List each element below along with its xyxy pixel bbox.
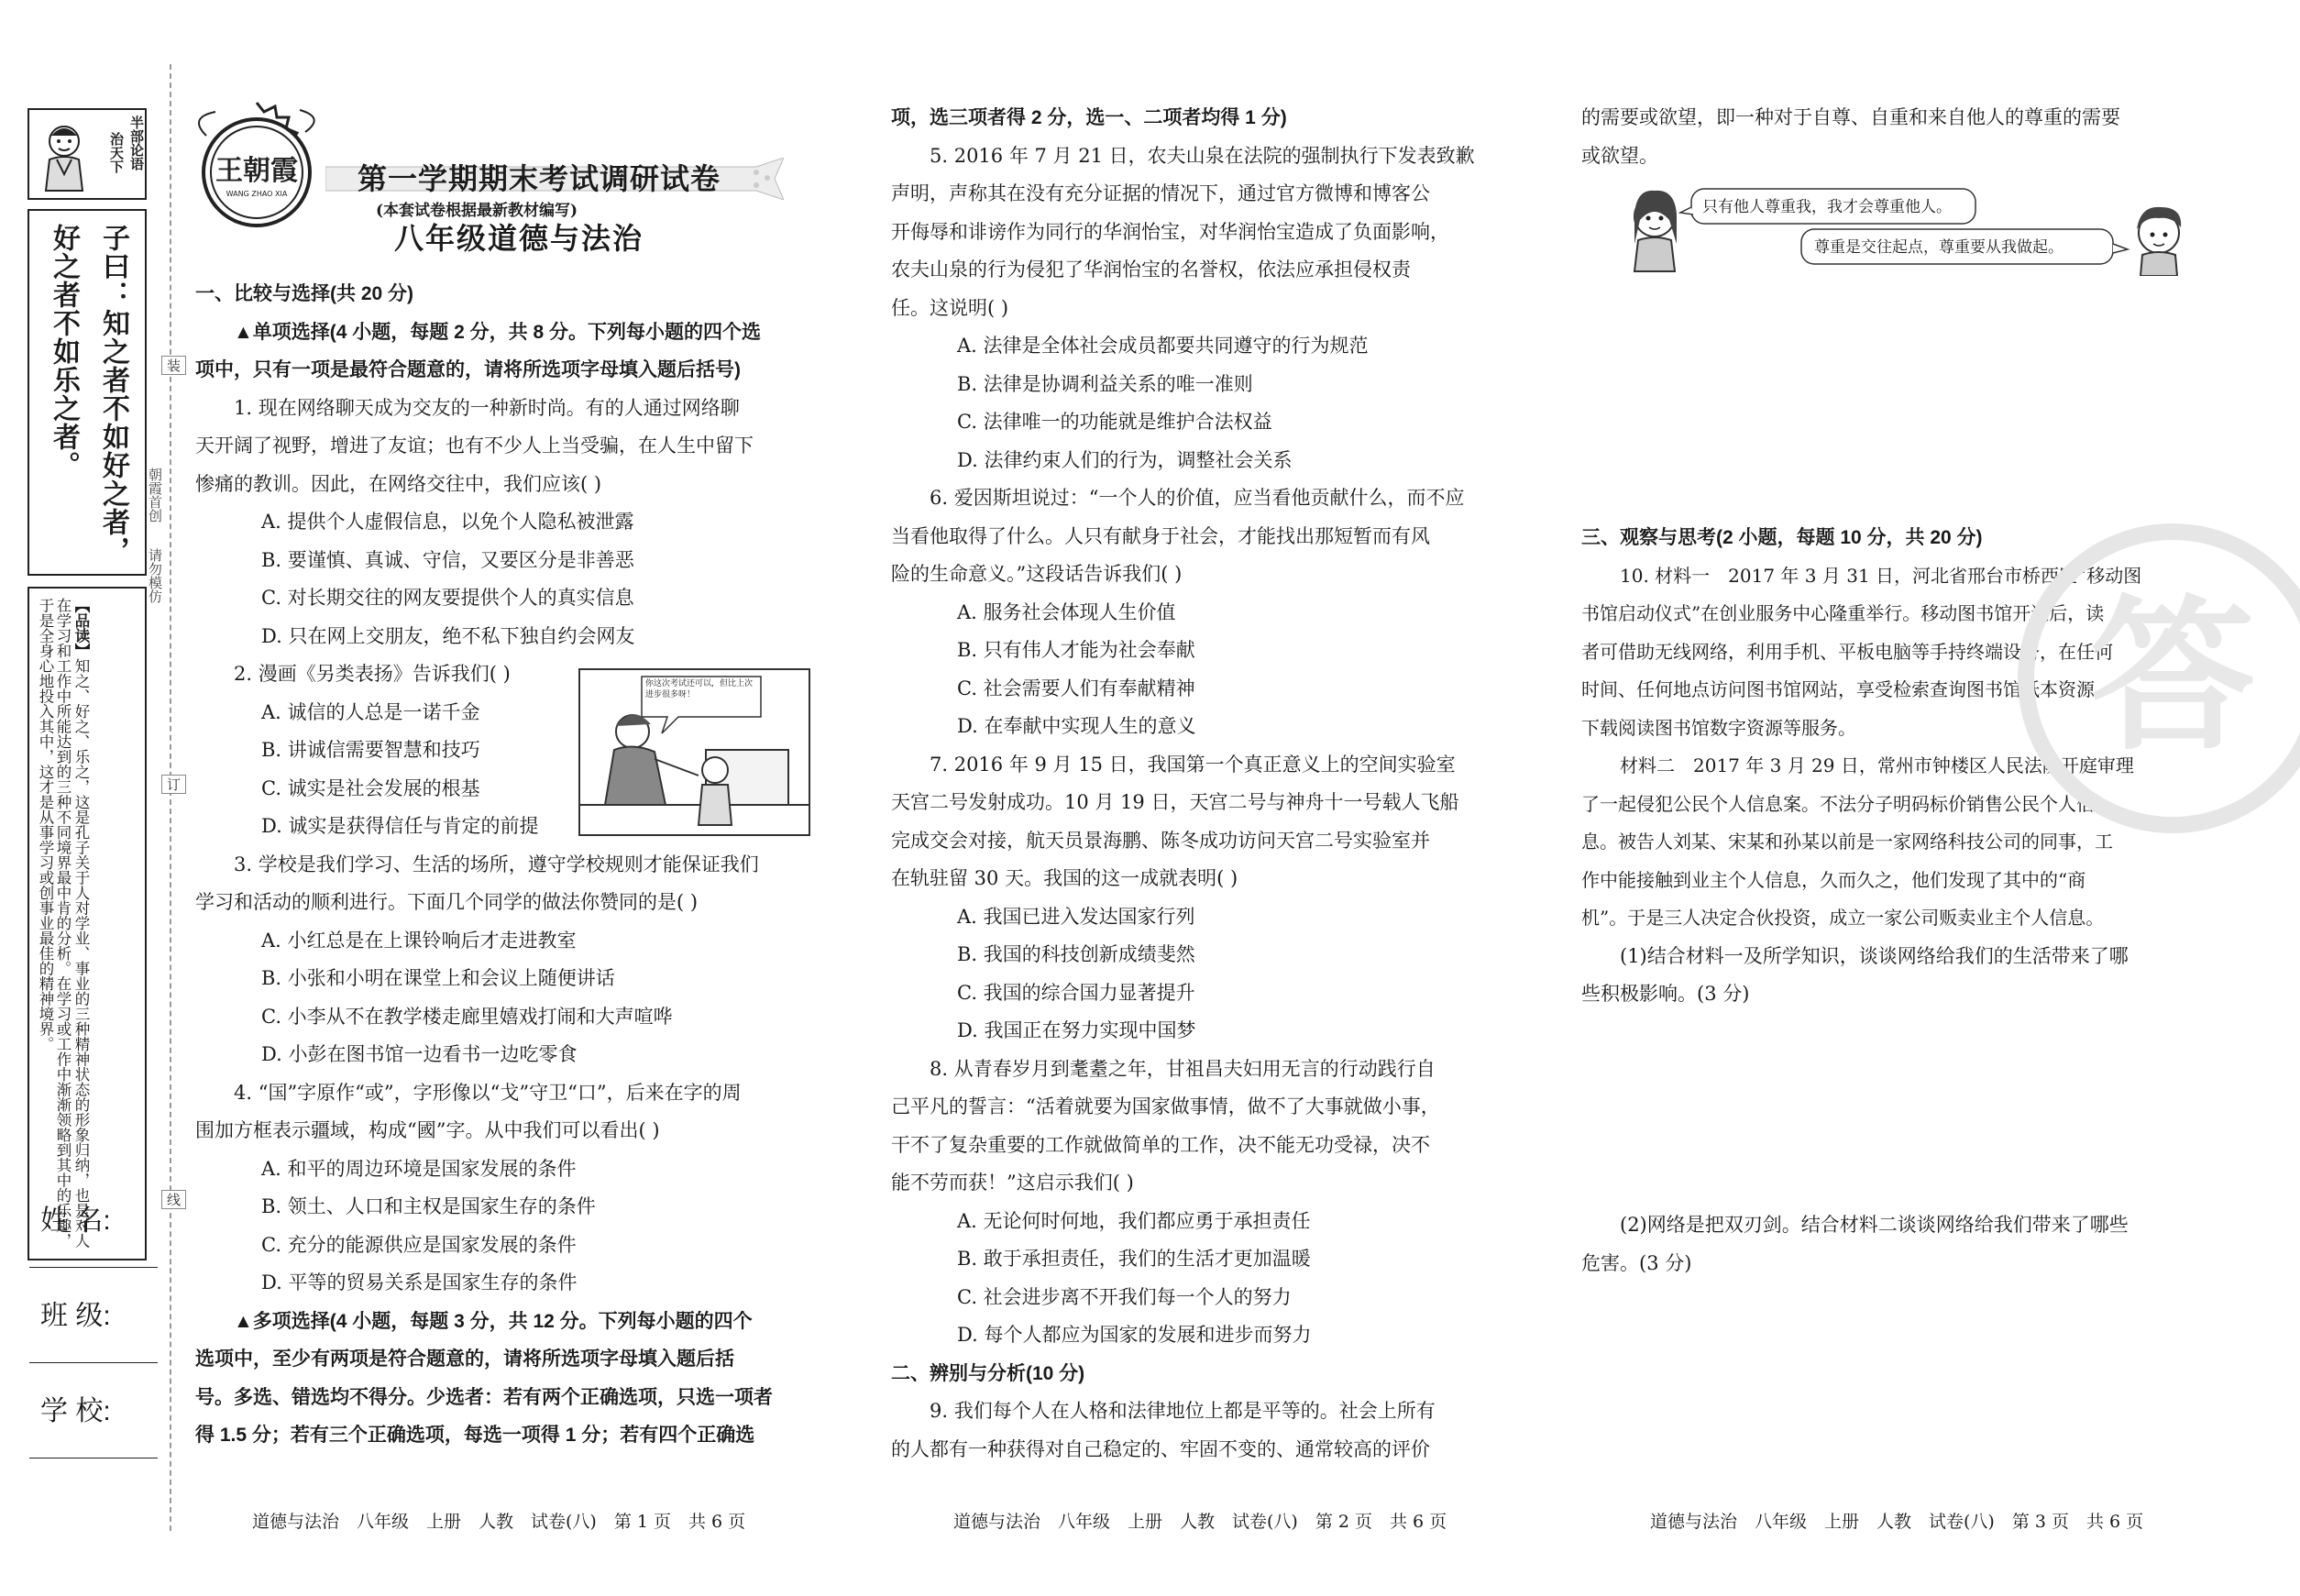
motto bbox=[95, 116, 145, 198]
class-field[interactable] bbox=[29, 1362, 158, 1363]
question-1-option-c: C. 对长期交往的网友要提供个人的真实信息 bbox=[261, 587, 634, 609]
multi-choice-instruction: ▲多项选择(4 小题，每题 3 分，共 12 分。下列每小题的四个 bbox=[234, 1310, 753, 1332]
question-8-option-b: B. 敢于承担责任，我们的生活才更加温暖 bbox=[957, 1248, 1311, 1270]
class-row bbox=[29, 1287, 158, 1382]
quote-box bbox=[28, 209, 147, 576]
cartoon-caption: 你这次考试还可以，但比上次进步很多呀！ bbox=[645, 679, 754, 699]
question-7-line3: 完成交会对接，航天员景海鹏、陈冬成功访问天宫二号实验室并 bbox=[891, 829, 1430, 852]
name-label: 姓 名: bbox=[40, 1205, 111, 1236]
question-7-option-c: C. 我国的综合国力显著提升 bbox=[957, 981, 1195, 1004]
logo-sub: WANG ZHAO XIA bbox=[226, 190, 288, 198]
confucius-cartoon-icon bbox=[37, 119, 92, 193]
question-9-line3: 的需要或欲望，即一种对于自尊、自重和来自他人的尊重的需要 bbox=[1581, 106, 2120, 128]
question-5-line4: 农夫山泉的行为侵犯了华润怡宝的名誉权，依法应承担侵权责 bbox=[891, 259, 1411, 281]
question-8-option-c: C. 社会进步离不开我们每一个人的努力 bbox=[957, 1285, 1292, 1308]
question-6: 6. 爱因斯坦说过：“一个人的价值，应当看他贡献什么，而不应 bbox=[930, 487, 1465, 509]
question-1: 1. 现在网络聊天成为交友的一种新时尚。有的人通过网络聊 bbox=[234, 396, 740, 419]
multi-choice-instruction-2: 选项中，至少有两项是符合题意的，请将所选项字母填入题后括 bbox=[195, 1348, 734, 1370]
question-4-option-a: A. 和平的周边环境是国家发展的条件 bbox=[261, 1157, 577, 1180]
question-2-option-c: C. 诚实是社会发展的根基 bbox=[261, 776, 480, 799]
question-2: 2. 漫画《另类表扬》告诉我们( ) bbox=[234, 663, 511, 685]
question-4-line2: 围加方框表示疆域，构成“國”字。从中我们可以看出( ) bbox=[195, 1119, 660, 1141]
material-2-line2: 了一起侵犯公民个人信息案。不法分子明码标价销售公民个人信 bbox=[1581, 792, 2095, 815]
copyright-1: 朝霞首创 bbox=[147, 468, 163, 523]
student-info-form bbox=[29, 1192, 158, 1478]
speech-bubble-2: 尊重是交往起点，尊重要从我做起。 bbox=[1814, 238, 2063, 257]
watermark-text: 答 bbox=[2089, 581, 2256, 773]
footer-page-1: 道德与法治 八年级 上册 人教 试卷(八) 第 1 页 共 6 页 bbox=[252, 1512, 746, 1532]
exam-title: 第一学期期末考试调研试卷 bbox=[358, 162, 721, 195]
pindu-label: 【品读】 bbox=[72, 598, 89, 658]
cut-mark-2: 订 bbox=[161, 775, 186, 794]
copyright-2: 请勿模仿 bbox=[147, 548, 163, 603]
exam-subject: 八年级道德与法治 bbox=[394, 222, 644, 255]
question-4-option-d: D. 平等的贸易关系是国家生存的条件 bbox=[261, 1271, 578, 1293]
single-choice-instruction-cont: 项中，只有一项是最符合题意的，请将所选项字母填入题后括号) bbox=[195, 359, 741, 380]
multi-choice-instruction-3: 号。多选、错选均不得分。少选者：若有两个正确选项，只选一项者 bbox=[195, 1386, 773, 1408]
question-3: 3. 学校是我们学习、生活的场所，遵守学校规则才能保证我们 bbox=[234, 853, 759, 875]
footer-page-3: 道德与法治 八年级 上册 人教 试卷(八) 第 3 页 共 6 页 bbox=[1650, 1512, 2144, 1532]
question-5-line2: 声明，声称其在没有充分证据的情况下，通过官方微博和博客公 bbox=[891, 182, 1430, 204]
pindu-box bbox=[28, 587, 147, 1260]
motto-box bbox=[28, 108, 147, 200]
school-label: 学 校: bbox=[40, 1396, 111, 1426]
question-2-option-a: A. 诚信的人总是一诺千金 bbox=[261, 700, 480, 723]
question-10-part-1: (1)结合材料一及所学知识，谈谈网络给我们的生活带来了哪 bbox=[1620, 944, 2129, 967]
question-4-option-c: C. 充分的能源供应是国家发展的条件 bbox=[261, 1233, 577, 1256]
question-1-line2: 天开阔了视野，增进了友谊；也有不少人上当受骗，在人生中留下 bbox=[195, 435, 754, 457]
question-5-option-b: B. 法律是协调利益关系的唯一准则 bbox=[957, 372, 1253, 395]
multi-choice-instruction-4: 得 1.5 分；若有三个正确选项，每选一项得 1 分；若有四个正确选 bbox=[195, 1425, 755, 1446]
class-label: 班 级: bbox=[40, 1301, 111, 1331]
question-7: 7. 2016 年 9 月 15 日，我国第一个真正意义上的空间实验室 bbox=[930, 753, 1456, 776]
question-10-part-1-line2: 些积极影响。(3 分) bbox=[1581, 983, 1750, 1005]
material-2: 材料二 2017 年 3 月 29 日，常州市钟楼区人民法院开庭审理 bbox=[1620, 754, 2134, 776]
question-1-option-d: D. 只在网上交朋友，绝不私下独自约会网友 bbox=[261, 624, 635, 647]
name-row bbox=[29, 1192, 158, 1287]
motto-right: 半部论语 bbox=[128, 116, 145, 171]
motto-left: 治天下 bbox=[108, 132, 125, 173]
question-6-option-c: C. 社会需要人们有奉献精神 bbox=[957, 677, 1195, 699]
question-1-option-a: A. 提供个人虚假信息，以免个人隐私被泄露 bbox=[261, 511, 634, 533]
school-row bbox=[29, 1382, 158, 1478]
question-8-line2: 己平凡的誓言：“活着就要为国家做事情，做不了大事就做小事， bbox=[891, 1095, 1440, 1117]
pindu-body: 知之、好之、乐之，这是孔子关于人对学业、事业的三种精神状态的形象归纳，也是对人在学习和工作中所能达到的三种不同境界最中肯的分析。在学习或工作中渐渐领略到其中的乐趣，于是全身心地投入其中，这才是从事学习或创事业最佳的精神境界。 bbox=[37, 598, 90, 1249]
speech-bubble-1: 只有他人尊重我，我才会尊重他人。 bbox=[1702, 198, 1952, 216]
wangzhaoxia-logo-icon bbox=[188, 99, 325, 237]
question-3-line2: 学习和活动的顺利进行。下面几个同学的做法你赞同的是( ) bbox=[195, 891, 699, 913]
question-9: 9. 我们每个人在人格和法律地位上都是平等的。社会上所有 bbox=[930, 1400, 1436, 1422]
question-6-option-a: A. 服务社会体现人生价值 bbox=[957, 600, 1176, 623]
single-choice-instruction: ▲单项选择(4 小题，每题 2 分，共 8 分。下列每小题的四个选 bbox=[234, 321, 761, 343]
material-2-line4: 作中能接触到业主个人信息，久而久之，他们发现了其中的“商 bbox=[1581, 868, 2086, 891]
question-8: 8. 从青春岁月到耄耋之年，甘祖昌夫妇用无言的行动践行自 bbox=[930, 1057, 1436, 1080]
material-1-line5: 下载阅读图书馆数字资源等服务。 bbox=[1581, 716, 1856, 739]
question-9-line2: 的人都有一种获得对自己稳定的、牢固不变的、通常较高的评价 bbox=[891, 1437, 1430, 1460]
praise-cartoon bbox=[578, 667, 811, 837]
question-7-option-a: A. 我国已进入发达国家行列 bbox=[957, 905, 1195, 928]
question-10-material-1: 10. 材料一 2017 年 3 月 31 日，河北省邢台市桥西区“移动图 bbox=[1620, 564, 2142, 587]
question-5-option-a: A. 法律是全体社会成员都要共同遵守的行为规范 bbox=[957, 335, 1369, 357]
cut-mark-3: 线 bbox=[161, 1190, 186, 1209]
footer-page-2: 道德与法治 八年级 上册 人教 试卷(八) 第 2 页 共 6 页 bbox=[953, 1512, 1447, 1532]
question-5: 5. 2016 年 7 月 21 日，农夫山泉在法院的强制执行下发表致歉 bbox=[930, 144, 1475, 167]
question-5-line5: 任。这说明( ) bbox=[891, 296, 1009, 319]
question-3-option-b: B. 小张和小明在课堂上和会议上随便讲话 bbox=[261, 967, 615, 989]
question-6-option-b: B. 只有伟人才能为社会奉献 bbox=[957, 639, 1195, 661]
cut-mark-1: 装 bbox=[161, 356, 186, 375]
confucius-quote: 子曰：知之者不如好之者，好之者不如乐之者。 bbox=[49, 224, 128, 565]
material-2-line5: 机”。于是三人决定合伙投资，成立一家公司贩卖业主个人信息。 bbox=[1581, 907, 2105, 929]
question-1-option-b: B. 要谨慎、真诚、守信，又要区分是非善恶 bbox=[261, 548, 634, 571]
question-10-part-2-block bbox=[1581, 1206, 2223, 1282]
question-7-line4: 在轨驻留 30 天。我国的这一成就表明( ) bbox=[891, 867, 1238, 889]
material-2-line3: 息。被告人刘某、宋某和孙某以前是一家网络科技公司的同事，工 bbox=[1581, 831, 2113, 853]
question-9-line4: 或欲望。 bbox=[1581, 144, 1658, 167]
question-7-line2: 天宫二号发射成功。10 月 19 日，天宫二号与神舟十一号载人飞船 bbox=[891, 791, 1459, 813]
material-1-line3: 者可借助无线网络，利用手机、平板电脑等手持终端设备，在任何 bbox=[1581, 640, 2113, 663]
conversation-illustration bbox=[1627, 180, 2209, 276]
question-2-option-d: D. 诚实是获得信任与肯定的前提 bbox=[261, 815, 539, 837]
question-1-line3: 惨痛的教训。因此，在网络交往中，我们应该( ) bbox=[195, 472, 602, 495]
question-5-line3: 开侮辱和诽谤作为同行的华润怡宝，对华润怡宝造成了负面影响， bbox=[891, 220, 1449, 243]
question-3-option-c: C. 小李从不在教学楼走廊里嬉戏打闹和大声喧哗 bbox=[261, 1005, 673, 1028]
question-6-option-d: D. 在奉献中实现人生的意义 bbox=[957, 715, 1196, 737]
name-field[interactable] bbox=[29, 1267, 158, 1268]
logo-text: 王朝霞 bbox=[215, 155, 298, 187]
question-10-part-2: (2)网络是把双刃剑。结合材料二谈谈网络给我们带来了哪些 bbox=[1620, 1214, 2129, 1236]
pindu-text bbox=[37, 598, 90, 1253]
question-6-line3: 险的生命意义。”这段话告诉我们( ) bbox=[891, 563, 1183, 585]
exam-note: (本套试卷根据最新教材编写) bbox=[376, 202, 578, 220]
question-4: 4. “国”字原作“或”，字形像以“戈”守卫“口”，后来在字的周 bbox=[234, 1081, 742, 1104]
question-3-option-d: D. 小彭在图书馆一边看书一边吃零食 bbox=[261, 1043, 578, 1065]
page-1-column bbox=[195, 275, 819, 1455]
question-8-line4: 能不劳而获！”这启示我们( ) bbox=[891, 1172, 1134, 1194]
material-1-line4: 时间、任何地点访问图书馆网站，享受检索查询图书馆纸本资源， bbox=[1581, 678, 2113, 700]
multi-choice-instruction-5: 项，选三项者得 2 分，选一、二项者均得 1 分) bbox=[891, 107, 1287, 128]
question-10-part-2-line2: 危害。(3 分) bbox=[1581, 1251, 1692, 1274]
question-7-option-b: B. 我国的科技创新成绩斐然 bbox=[957, 943, 1195, 965]
answer-watermark-icon bbox=[2017, 523, 2300, 834]
section-3-heading: 三、观察与思考(2 小题，每题 10 分，共 20 分) bbox=[1581, 527, 1983, 548]
question-2-option-b: B. 讲诚信需要智慧和技巧 bbox=[261, 739, 480, 761]
question-5-option-c: C. 法律唯一的功能就是维护合法权益 bbox=[957, 411, 1272, 433]
question-8-option-a: A. 无论何时何地，我们都应勇于承担责任 bbox=[957, 1209, 1311, 1232]
question-3-option-a: A. 小红总是在上课铃响后才走进教室 bbox=[261, 929, 577, 952]
section-2-heading: 二、辨别与分析(10 分) bbox=[891, 1362, 1085, 1384]
question-8-line3: 干不了复杂重要的工作就做简单的工作，决不能无功受禄，决不 bbox=[891, 1133, 1430, 1156]
page-3-column bbox=[1581, 99, 2223, 175]
section-1-heading: 一、比较与选择(共 20 分) bbox=[195, 283, 414, 304]
question-6-line2: 当看他取得了什么。人只有献身于社会，才能找出那短暂而有风 bbox=[891, 524, 1430, 547]
material-1-line2: 书馆启动仪式”在创业服务中心隆重举行。移动图书馆开通后，读 bbox=[1581, 602, 2105, 624]
binding-line bbox=[170, 64, 171, 1531]
page-2-column bbox=[891, 99, 1514, 1469]
question-5-option-d: D. 法律约束人们的行为，调整社会关系 bbox=[957, 448, 1293, 471]
question-7-option-d: D. 我国正在努力实现中国梦 bbox=[957, 1019, 1196, 1041]
question-8-option-d: D. 每个人都应为国家的发展和进步而努力 bbox=[957, 1324, 1312, 1346]
question-4-option-b: B. 领土、人口和主权是国家生存的条件 bbox=[261, 1195, 596, 1217]
